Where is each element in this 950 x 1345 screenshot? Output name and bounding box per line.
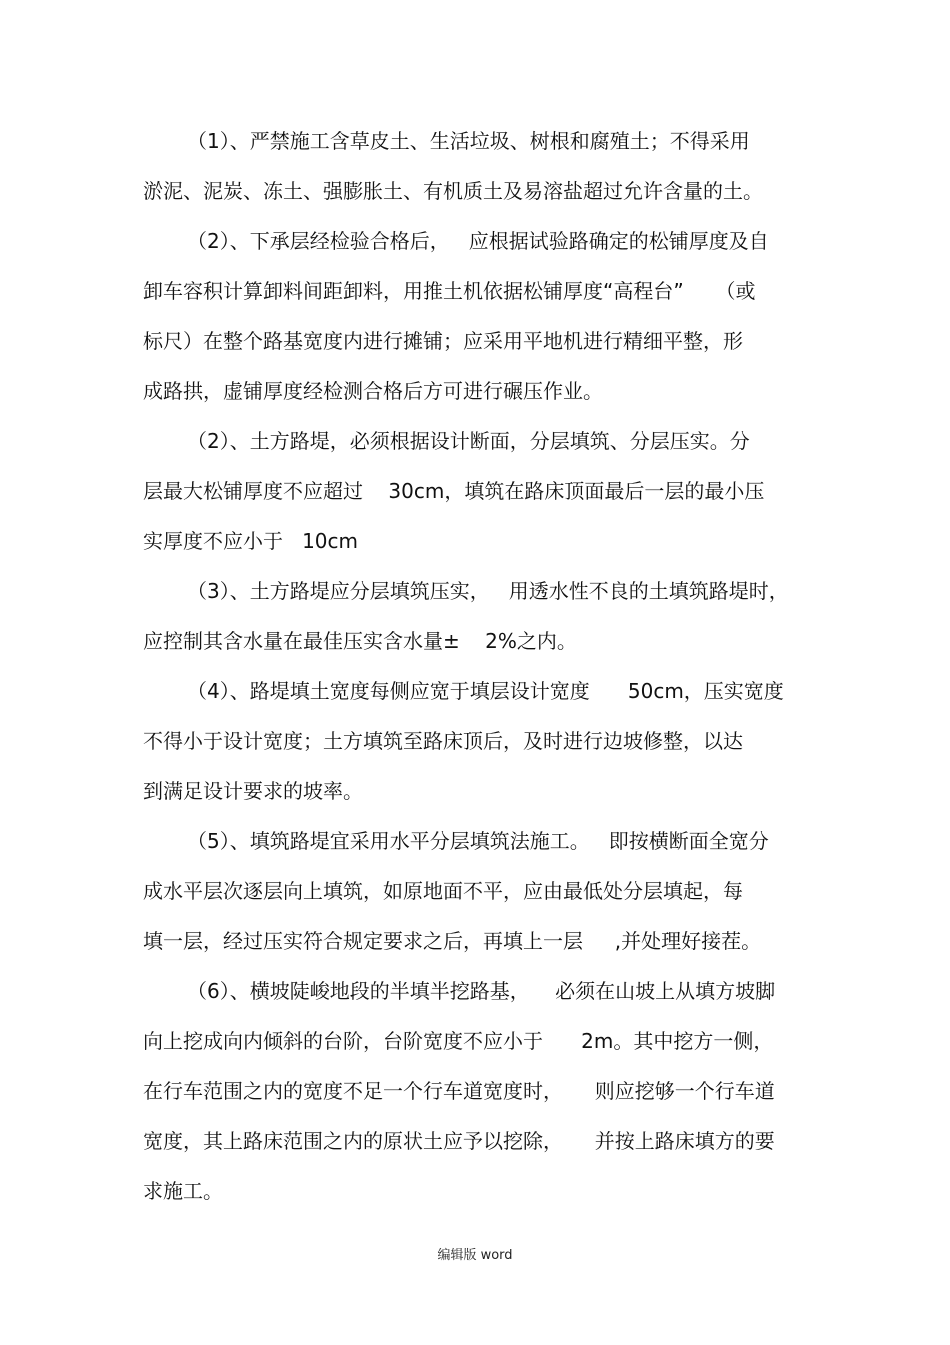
text-line: 填一层，经过压实符合规定要求之后，再填上一层 ,并处理好接茬。 (143, 929, 762, 953)
text-line: 应控制其含水量在最佳压实含水量± 2%之内。 (143, 629, 577, 653)
text-line: 宽度，其上路床范围之内的原状土应予以挖除， 并按上路床填方的要 (143, 1129, 775, 1153)
text-line: （3）、土方路堤应分层填筑压实， 用透水性不良的土填筑路堤时， (187, 579, 789, 603)
text-line: 层最大松铺厚度不应超过 30cm，填筑在路床顶面最后一层的最小压 (143, 479, 765, 503)
text-line: 成路拱，虚铺厚度经检测合格后方可进行碾压作业。 (143, 379, 603, 403)
text-line: 卸车容积计算卸料间距卸料，用推土机依据松铺厚度“高程台” （或 (143, 279, 756, 303)
text-line: （2）、下承层经检验合格后， 应根据试验路确定的松铺厚度及自 (187, 229, 769, 253)
text-line: 成水平层次逐层向上填筑，如原地面不平，应由最低处分层填起，每 (143, 879, 743, 903)
text-line: 求施工。 (143, 1179, 223, 1203)
text-line: （2）、土方路堤，必须根据设计断面，分层填筑、分层压实。分 (187, 429, 750, 453)
text-line: 实厚度不应小于 10cm (143, 529, 358, 553)
text-line: 淤泥、泥炭、冻土、强膨胀土、有机质土及易溶盐超过允许含量的土。 (143, 179, 763, 203)
text-line: （4）、路堤填土宽度每侧应宽于填层设计宽度 50cm，压实宽度 (187, 679, 784, 703)
text-line: （6）、横坡陡峻地段的半填半挖路基， 必须在山坡上从填方坡脚 (187, 979, 776, 1003)
page-footer: 编辑版 word (437, 1248, 513, 1263)
text-line: （5）、填筑路堤宜采用水平分层填筑法施工。 即按横断面全宽分 (187, 829, 769, 853)
text-line: 标尺）在整个路基宽度内进行摊铺；应采用平地机进行精细平整，形 (143, 329, 743, 353)
text-line: 不得小于设计宽度；土方填筑至路床顶后，及时进行边坡修整，以达 (143, 729, 743, 753)
text-line: 在行车范围之内的宽度不足一个行车道宽度时， 则应挖够一个行车道 (143, 1079, 775, 1103)
text-line: 向上挖成向内倾斜的台阶，台阶宽度不应小于 2m。其中挖方一侧， (143, 1029, 774, 1053)
text-line: 到满足设计要求的坡率。 (143, 779, 363, 803)
text-line: （1）、严禁施工含草皮土、生活垃圾、树根和腐殖土；不得采用 (187, 129, 750, 153)
